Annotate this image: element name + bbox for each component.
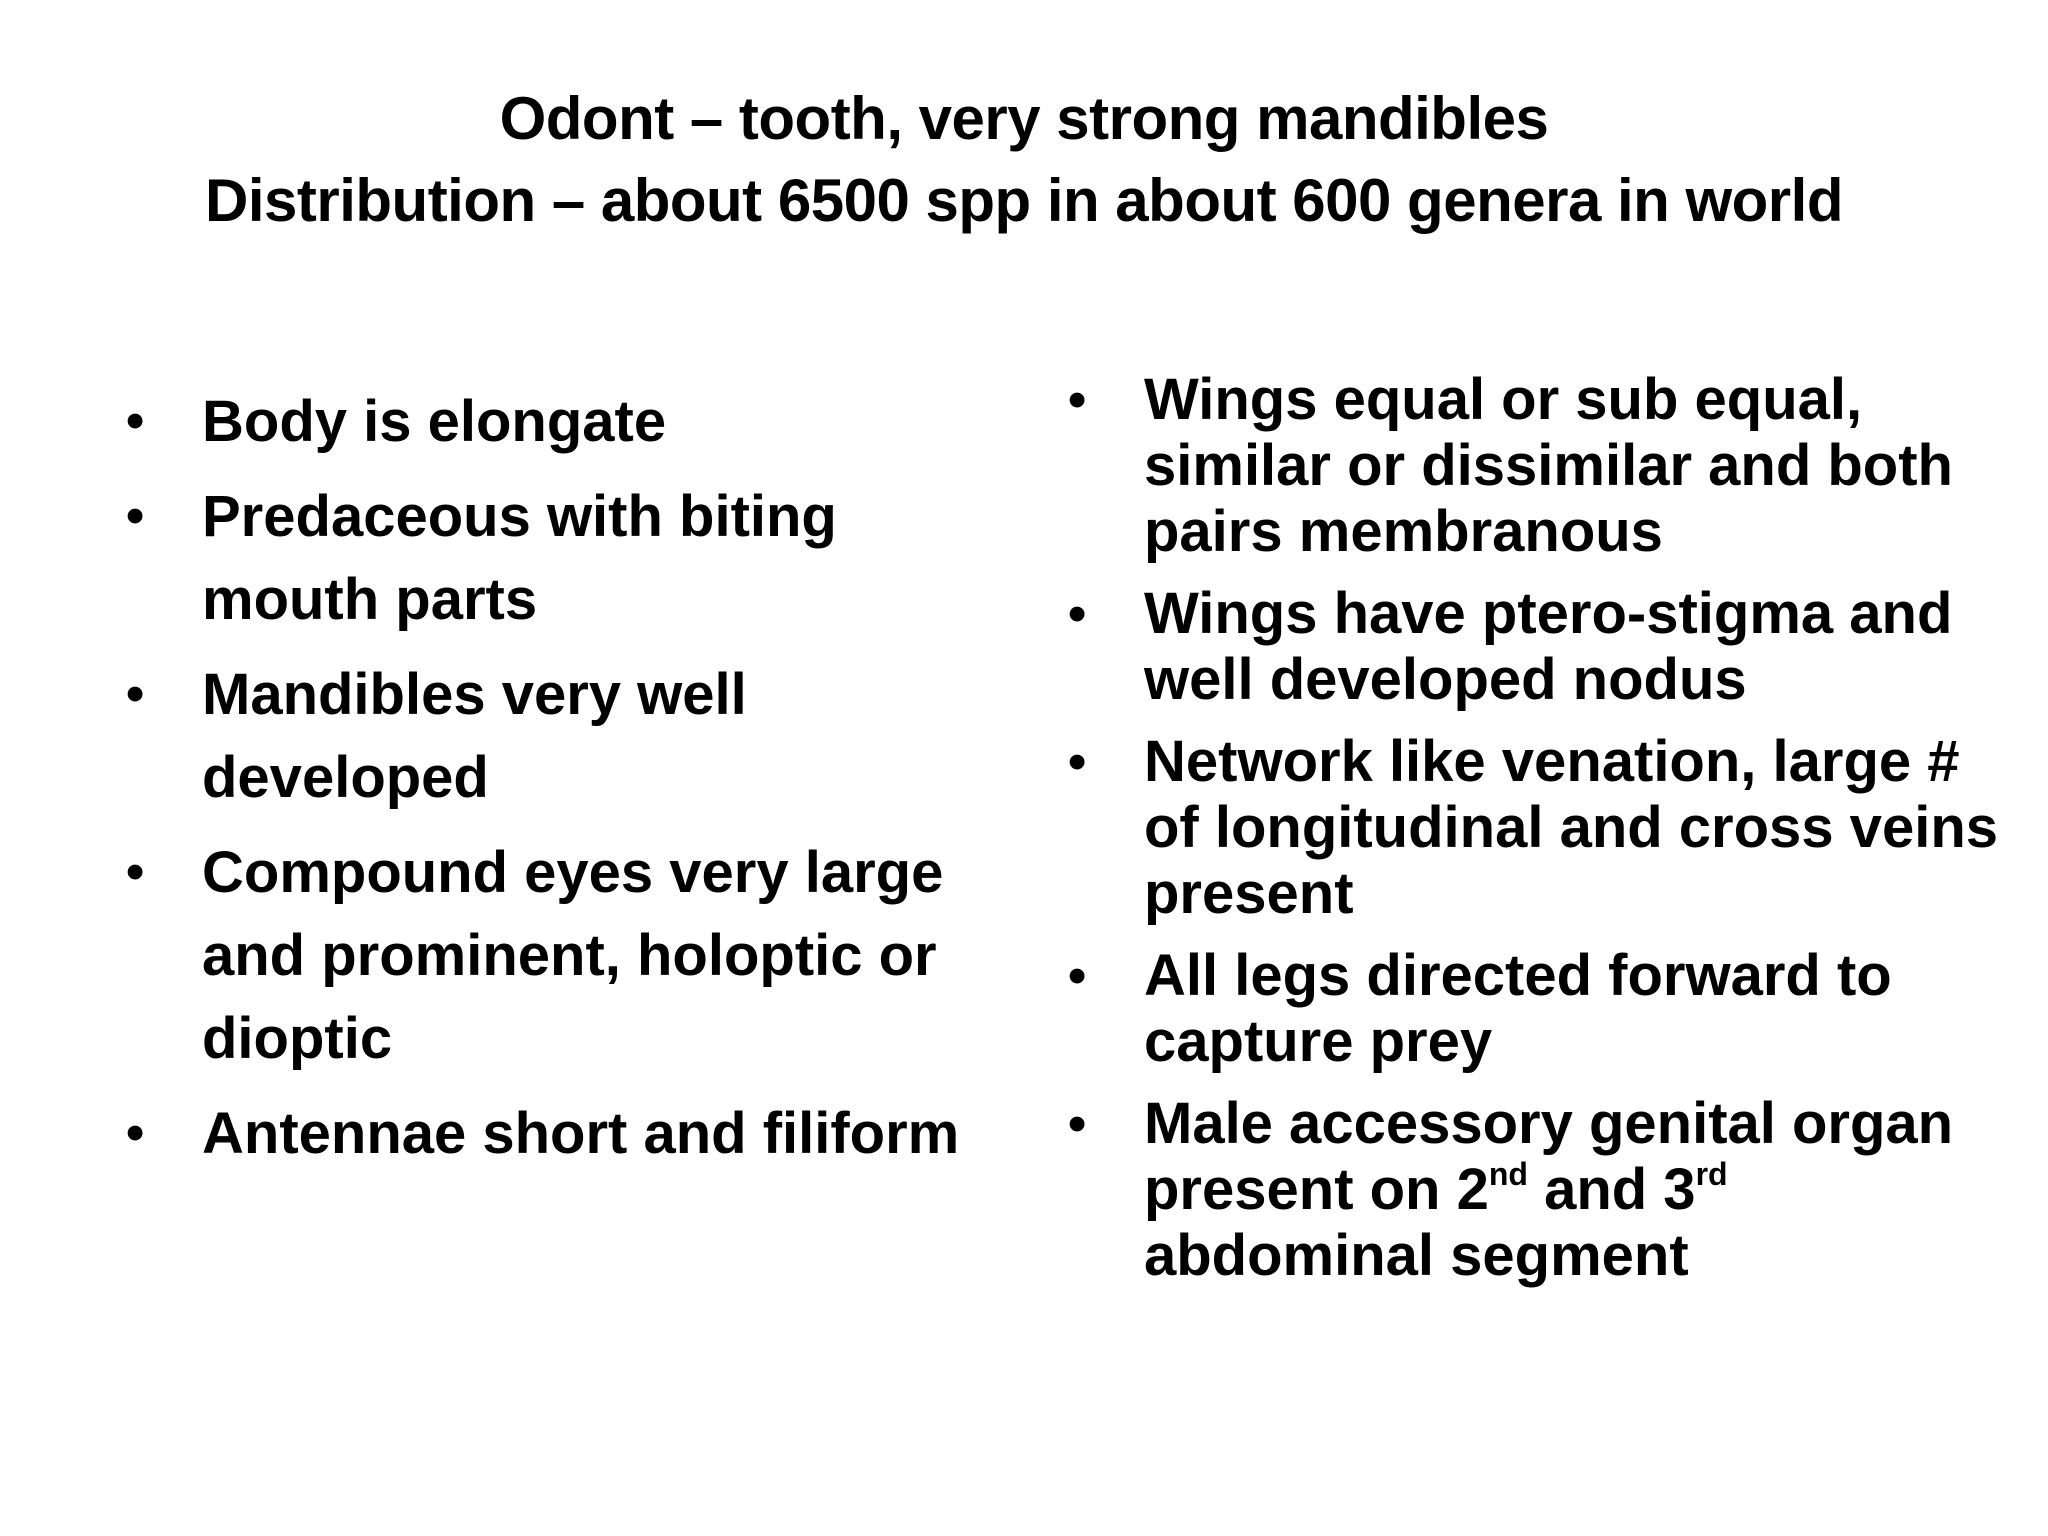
list-item-text: All legs directed forward to capture prey: [1144, 943, 1892, 1074]
bullet-icon: •: [126, 487, 145, 545]
title-line-1: Odont – tooth, very strong mandibles: [499, 85, 1549, 152]
list-item: [1068, 729, 2004, 927]
slide-title: [0, 78, 2048, 242]
list-item-text: Mandibles very well developed: [202, 662, 747, 810]
list-item: [1068, 581, 2004, 713]
list-item: [126, 380, 1002, 463]
list-item-text: Wings equal or sub equal, similar or dissimilar and both pairs membranous: [1144, 367, 1953, 564]
list-item: [126, 1092, 1002, 1175]
list-item: [126, 475, 1002, 641]
bullet-icon: •: [1068, 371, 1087, 429]
list-item: [1068, 1091, 2004, 1289]
list-item-text: Compound eyes very large and prominent, holoptic or dioptic: [202, 840, 944, 1071]
list-item: [126, 653, 1002, 819]
text-part: Male accessory genital organ present on 2: [1144, 1091, 1954, 1222]
bullet-icon: •: [1068, 585, 1087, 643]
list-item-text: Antennae short and filiform: [202, 1101, 960, 1166]
list-item-text: [1144, 1091, 1953, 1288]
list-item: [126, 831, 1002, 1080]
bullet-icon: •: [126, 392, 145, 450]
bullet-icon: •: [1068, 1095, 1087, 1153]
ordinal-suffix: nd: [1488, 1156, 1528, 1192]
list-item: [1068, 943, 2004, 1075]
bullet-icon: •: [1068, 947, 1087, 1005]
bullet-icon: •: [126, 665, 145, 723]
left-bullet-list: [126, 380, 1002, 1187]
ordinal-suffix: rd: [1695, 1156, 1728, 1192]
list-item-text: Predaceous with biting mouth parts: [202, 484, 837, 632]
list-item: [1068, 367, 2004, 565]
list-item-text: Body is elongate: [202, 389, 667, 454]
text-part: and 3: [1527, 1157, 1696, 1222]
text-part: abdominal segment: [1144, 1223, 1689, 1288]
right-bullet-list: [1068, 367, 2004, 1305]
bullet-icon: •: [1068, 733, 1087, 791]
list-item-text: Network like venation, large # of longitudinal and cross veins present: [1144, 729, 1998, 926]
title-line-2: Distribution – about 6500 spp in about 600 genera in world: [205, 167, 1843, 234]
list-item-text: Wings have ptero-stigma and well developed nodus: [1144, 581, 1953, 712]
bullet-icon: •: [126, 843, 145, 901]
bullet-icon: •: [126, 1104, 145, 1162]
